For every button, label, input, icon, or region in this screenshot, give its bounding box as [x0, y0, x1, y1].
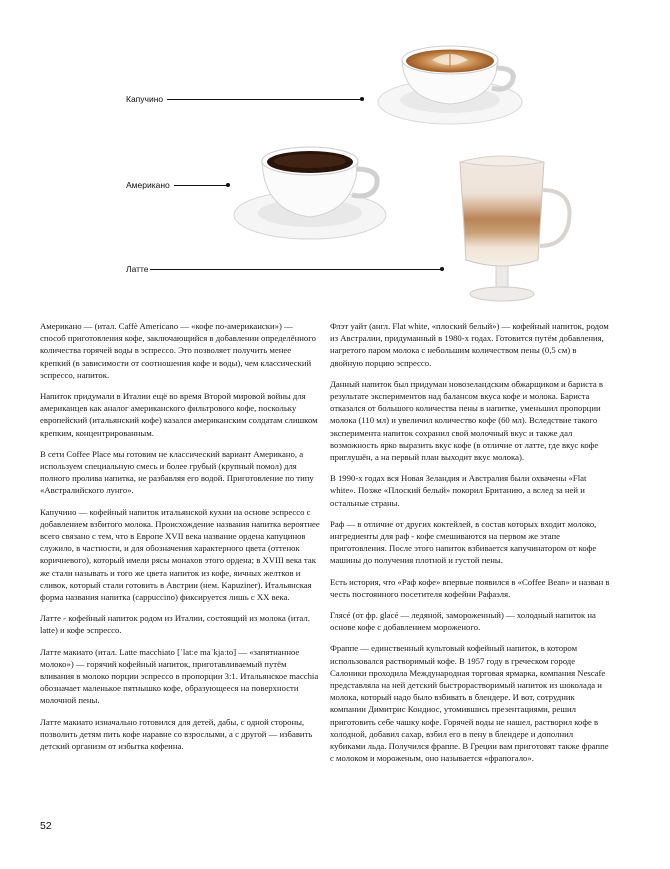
paragraph-frappe: Фраппе — единственный культовый кофейный напиток, в котором использовался растворимый кофе. В 1957 году в греческом городе Салоники проходила Международная торговая ярмарка, компания Nescafe представляла на ней детский быстрорастворимый напиток из шоколада и молока, который надо было взбивать в блендере. И вот, сотрудник компании Димитрис Кондиос, утомившись презентациями, решил приготовить себе чашку кофе. Горячей воды не нашел, растворил кофе в холодной, добавил сахар, взбил его в пену в блендере и дополнил кубиками льда. Получился фраппе. В Греции вам приготовят также фраппе с молоком и мороженым, оно называется «фрапогало». — [330, 643, 609, 764]
paragraph-coffee-place: В сети Coffee Place мы готовим не классический вариант Американо, а используем специальную смесь и более грубый (крупный помол) для полного пролива напитка, не разбавляя его водой. Приготовление по типу «Австралийского лунго». — [40, 448, 314, 496]
right-text-column — [330, 320, 610, 774]
paragraph-americano-history: Напиток придумали в Италии ещё во время Второй мировой войны для американцев как аналог американского фильтрового кофе, поскольку европейский (итальянский кофе) казался американским солдатам слишком крепким, концентрированным. — [40, 391, 318, 438]
latte-glass-image — [452, 150, 582, 305]
paragraph-cappuccino: Капучино — кофейный напиток итальянской кухни на основе эспрессо с добавлением взбитого молока. Происхождение названия напитка вероятнее всего связано с тем, что в Европе XVII века название ордена капуцинов служило, в частности, и для обозначения характерного цвета (оттенок коричневого), который имели рясы монахов этого ордена; в XVIII века так же стали называть и того же цвета напиток из кофе, яичных желтков и сливок, который стали готовить в Австрии (нем. Kapuziner). Итальянская форма названия напитка (cappuccino) фиксируется лишь с XX века. — [40, 506, 320, 603]
paragraph-latte-macchiato-history: Латте макиато изначально готовился для детей, дабы, с одной стороны, позволить детям пить кофе наравне со взрослыми, а с другой — избавить детский организм от избытка кофеина. — [40, 716, 313, 752]
leader-latte — [150, 269, 442, 270]
paragraph-flat-white-spread: В 1990-х годах вся Новая Зеландия и Австралия были охвачены «Flat white». Позже «Плоский белый» покорил Британию, а вслед за ней и остальные страны. — [330, 473, 587, 508]
paragraph-latte-macchiato: Латте макиато (итал. Latte macchiato [ˈlatːe maˈkjaːto] — «запятнанное молоко») — горячий кофейный напиток, приготавливаемый путём вливания в молоко порции эспрессо в пропорции 3:1. Итальянское macchia обозначает маленькое пятнышко кофе, образующееся на поверхности молочной пены. — [40, 646, 319, 706]
paragraph-flat-white-origin: Данный напиток был придуман новозеландским обжарщиком и бариста в результате экспериментов над балансом вкуса кофе и молока. Бариста отказался от большого количества пены в напитке, уменьшил пропорции молока (110 мл) и увеличил количество кофе (60 мл). Вследствие такого эксперимента напиток сохранил свой молочный вкус и также дал возможность ярко выразить вкус кофе (в отличие от латте, где вкус кофе приглушён, а на первый план выходит вкус молока). — [330, 378, 604, 463]
paragraph-glace: Глясé (от фр. glacé — ледяной, замороженный) — холодный напиток на основе кофе с добавлением мороженого. — [330, 610, 596, 633]
paragraph-raf: Раф — в отличие от других коктейлей, в состав которых входит молоко, ингредиенты для раф - кофе смешиваются на первом же этапе приготовления. После этого напиток взбивается капучинатором от кофе машины до получения плотной и густой пены. — [330, 518, 597, 566]
leader-dot-cappuccino — [360, 97, 364, 101]
label-latte: Латте — [126, 264, 149, 274]
paragraph-americano: Американо — (итал. Caffè Americano — «кофе по-американски») — способ приготовления кофе, заключающийся в добавлении определённого количества горячей воды в эспрессо. Это позволяет получить менее крепкий (в зависимости от соотношения кофе и воды), чем классический эспрессо, напиток. — [40, 321, 316, 380]
paragraph-flat-white: Флэт уайт (англ. Flat white, «плоский белый») — кофейный напиток, родом из Австралии, придуманный в 1980-х годах. Готовится путём добавления, нагретого паром молока с небольшим количеством пены (0,5 см) в двойную порцию эспрессо. — [330, 321, 609, 368]
label-cappuccino: Капучино — [126, 94, 164, 104]
left-text-column — [40, 320, 320, 761]
label-americano: Американо — [126, 180, 170, 190]
cappuccino-cup-image — [370, 30, 530, 130]
page-number: 52 — [40, 820, 52, 832]
americano-cup-image — [228, 135, 388, 245]
paragraph-latte: Латте - кофейный напиток родом из Италии, состоящий из молока (итал. latte) и кофе эспрессо. — [40, 613, 310, 636]
leader-dot-latte — [440, 267, 444, 271]
leader-americano — [174, 185, 228, 186]
leader-cappuccino — [167, 99, 362, 100]
paragraph-raf-history: Есть история, что «Раф кофе» впервые появился в «Coffee Bean» и назван в честь постоянного посетителя кофейни Рафаэля. — [330, 576, 610, 599]
